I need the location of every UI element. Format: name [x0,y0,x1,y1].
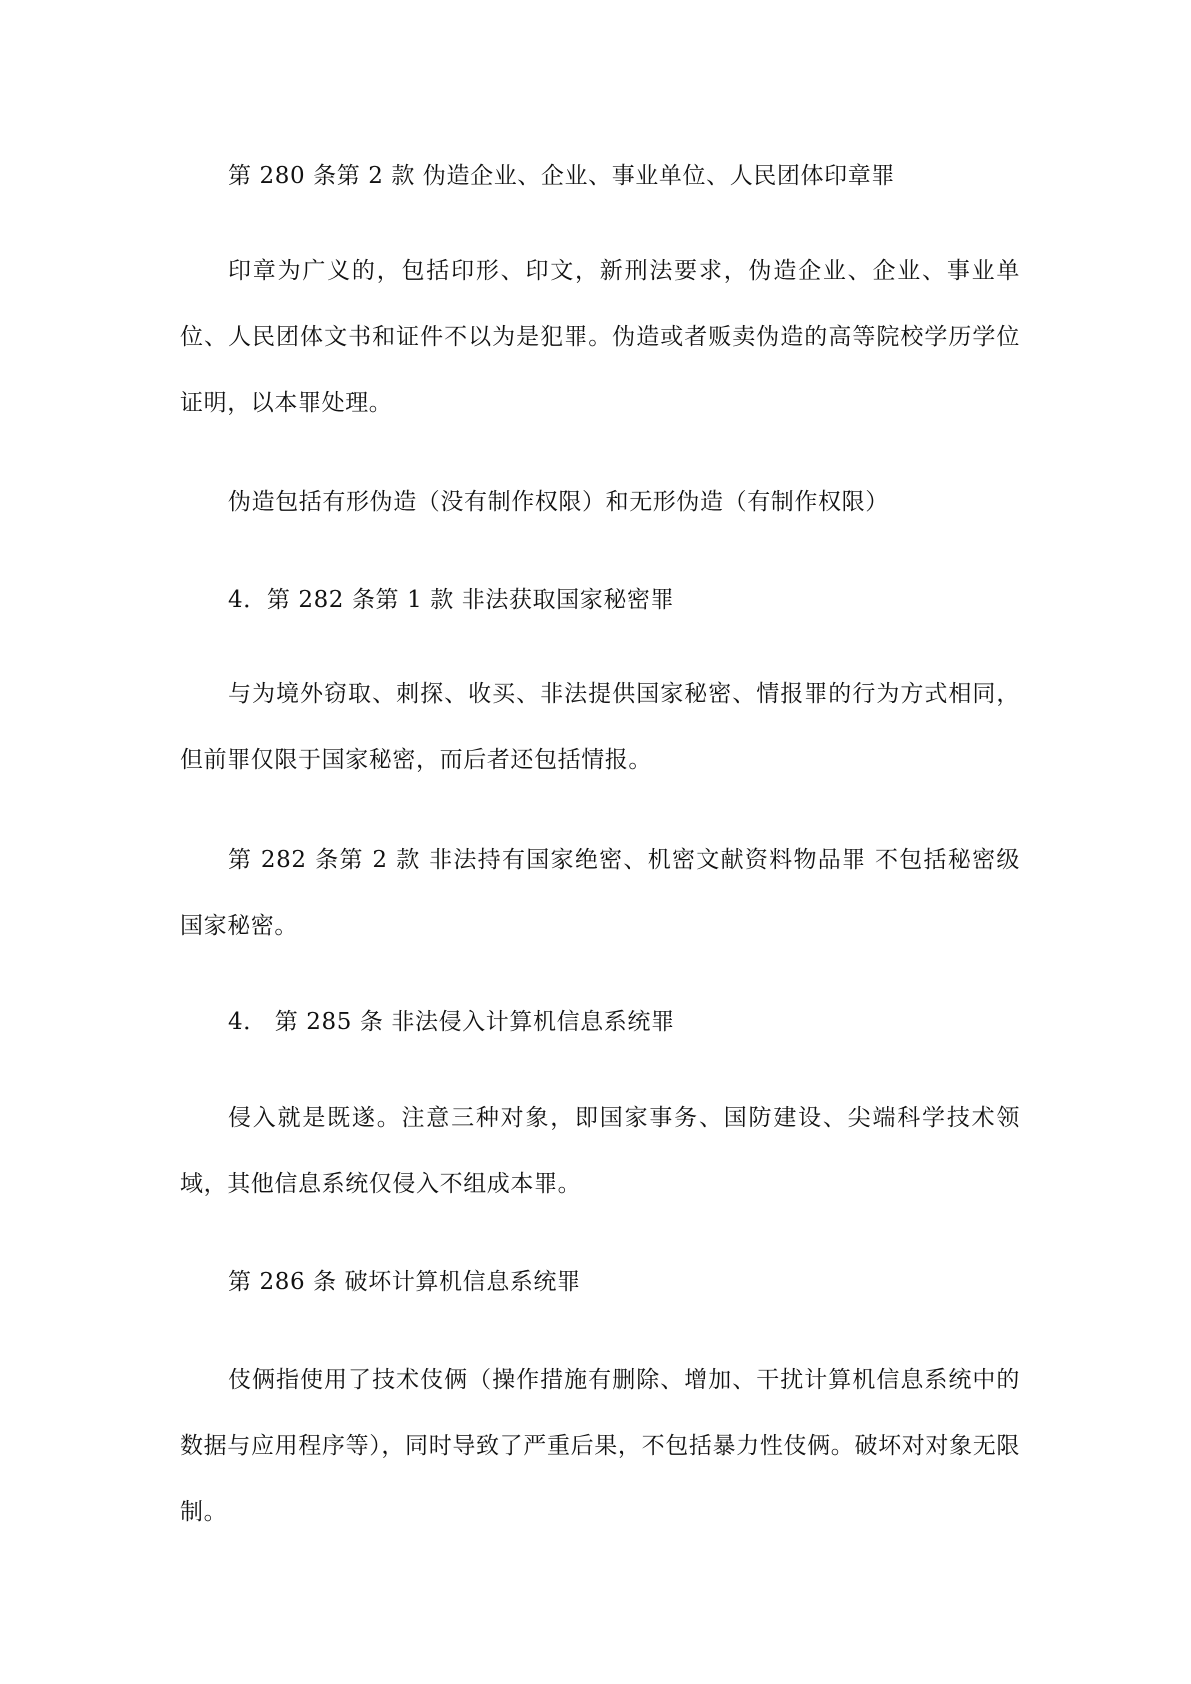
heading-article-282-1: 4．第 282 条第 1 款 非法获取国家秘密罪 [228,587,675,613]
paragraph-intrusion: 侵入就是既遂。注意三种对象，即国家事务、国防建设、尖端科学技术领域，其他信息系统仅侵入不组成本罪。 [180,1105,1020,1197]
paragraph-sabotage: 伎俩指使用了技术伎俩（操作措施有删除、增加、干扰计算机信息系统中的数据与应用程序等），同时导致了严重后果，不包括暴力性伎俩。破坏对对象无限制。 [180,1367,1020,1525]
heading-article-280-2: 第 280 条第 2 款 伪造企业、企业、事业单位、人民团体印章罪 [228,163,895,189]
paragraph-seal-definition: 印章为广义的，包括印形、印文，新刑法要求，伪造企业、企业、事业单位、人民团体文书和证件不以为是犯罪。伪造或者贩卖伪造的高等院校学历学位证明，以本罪处理。 [180,258,1020,416]
paragraph-article-282-2: 第 282 条第 2 款 非法持有国家绝密、机密文献资料物品罪 不包括秘密级国家秘密。 [180,847,1020,939]
paragraph-state-secrets: 与为境外窃取、刺探、收买、非法提供国家秘密、情报罪的行为方式相同，但前罪仅限于国家秘密，而后者还包括情报。 [180,681,1020,773]
heading-article-286: 第 286 条 破坏计算机信息系统罪 [228,1269,581,1295]
heading-article-285: 4． 第 285 条 非法侵入计算机信息系统罪 [228,1009,675,1035]
paragraph-forgery-types: 伪造包括有形伪造（没有制作权限）和无形伪造（有制作权限） [228,489,889,515]
